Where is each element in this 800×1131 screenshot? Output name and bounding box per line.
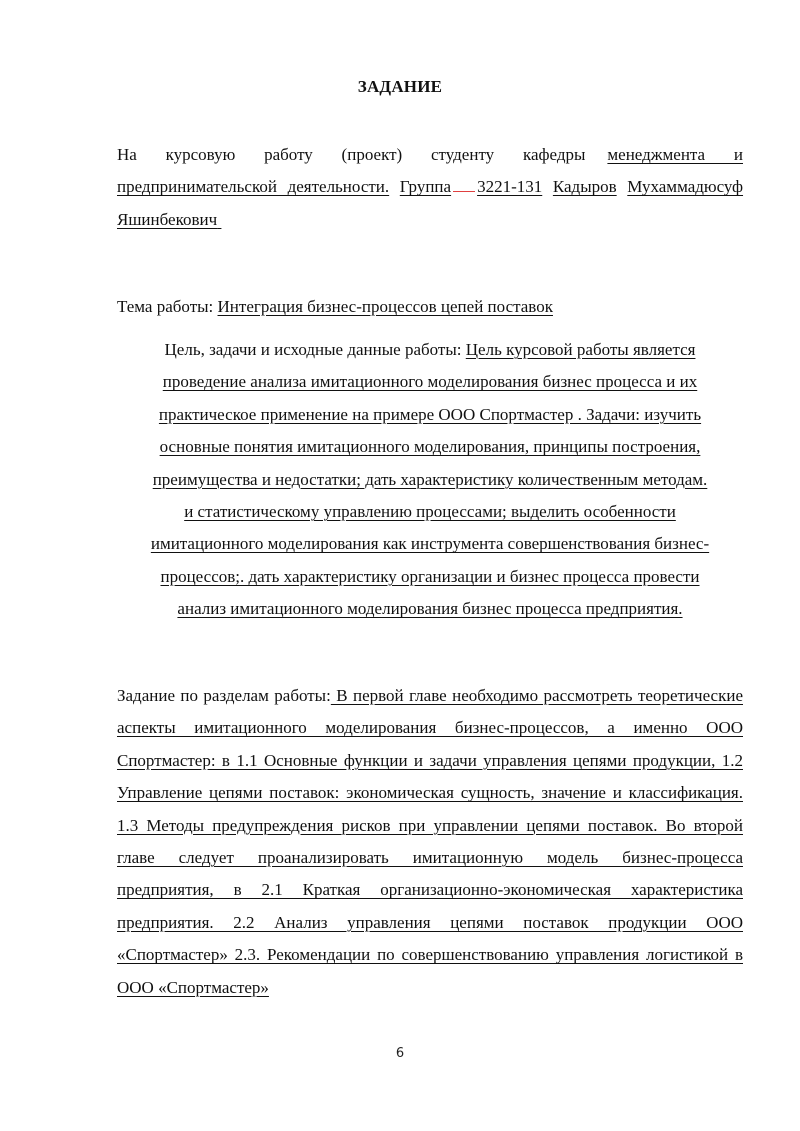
student-surname: Кадыров xyxy=(552,177,617,197)
goals-text-line: проведение анализа имитационного моделирования бизнес процесса и их xyxy=(162,372,698,392)
page-title: ЗАДАНИЕ xyxy=(357,77,443,96)
student-name: Мухаммадюсуф Яшинбекович xyxy=(117,177,744,229)
sections-text: В первой главе необходимо рассмотреть теоретические аспекты имитационного моделирования бизнес-процессов, а именно ООО Спортмастер: в 1.1 Основные функции и задачи управления цепями продукции, 1.2 Управление цепями поставок: экономическая сущность, значение и классификация. 1.3 Методы предупреждения рисков при управлении цепями поставок. Во второй главе следует проанализировать имитационную модель бизнес-процесса предприятия, в 2.1 Краткая организационно-экономическая характеристика предприятия. 2.2 Анализ управления цепями поставок продукции ООО «Спортмастер» 2.3. Рекомендации по совершенствованию управления логистикой в ООО «Спортмастер» xyxy=(117,686,743,997)
goals-line xyxy=(100,593,760,625)
department-name-part1: менеджмента и xyxy=(607,145,743,164)
goals-label: Цель, задачи и исходные данные работы: xyxy=(164,340,462,359)
topic-line xyxy=(117,291,743,323)
goals-line xyxy=(100,561,760,593)
goals-line xyxy=(100,431,760,463)
page-number: 6 xyxy=(395,1046,405,1061)
goals-text-line: имитационного моделирования как инструмента совершенствования бизнес- xyxy=(150,534,710,554)
goals-text-line: процессов;. дать характеристику организации и бизнес процесса провести xyxy=(160,566,700,586)
goals-line xyxy=(100,399,760,431)
goals-line xyxy=(100,464,760,496)
sections-label: Задание по разделам работы: xyxy=(117,686,331,705)
goals-text-line: Цель курсовой работы является xyxy=(465,340,696,359)
sections-paragraph xyxy=(117,680,743,1004)
goals-line xyxy=(100,528,760,560)
goals-text-line: основные понятия имитационного моделирования, принципы построения, xyxy=(159,437,701,457)
topic-value: Интеграция бизнес-процессов цепей поставок xyxy=(217,297,553,316)
goals-text-line: анализ имитационного моделирования бизнес процесса предприятия. xyxy=(177,599,683,619)
assignment-paragraph xyxy=(117,139,743,236)
topic-label: Тема работы: xyxy=(117,297,214,316)
red-underline-mark xyxy=(453,191,475,192)
assignment-label: На курсовую работу (проект) студенту кафедры xyxy=(117,145,586,164)
department-name-part2: предпринимательской деятельности. xyxy=(117,177,390,197)
goals-line xyxy=(100,496,760,528)
goals-text-line: и статистическому управлению процессами; выделить особенности xyxy=(184,502,676,522)
group-label: Группа xyxy=(399,177,452,197)
group-number: 3221-131 xyxy=(477,177,543,197)
goals-text-line: преимущества и недостатки; дать характеристику количественным методам. xyxy=(152,469,708,489)
goals-line xyxy=(100,366,760,398)
goals-text-line: практическое применение на примере ООО Спортмастер . Задачи: изучить xyxy=(158,404,702,424)
goals-paragraph xyxy=(100,334,760,626)
goals-line xyxy=(100,334,760,366)
